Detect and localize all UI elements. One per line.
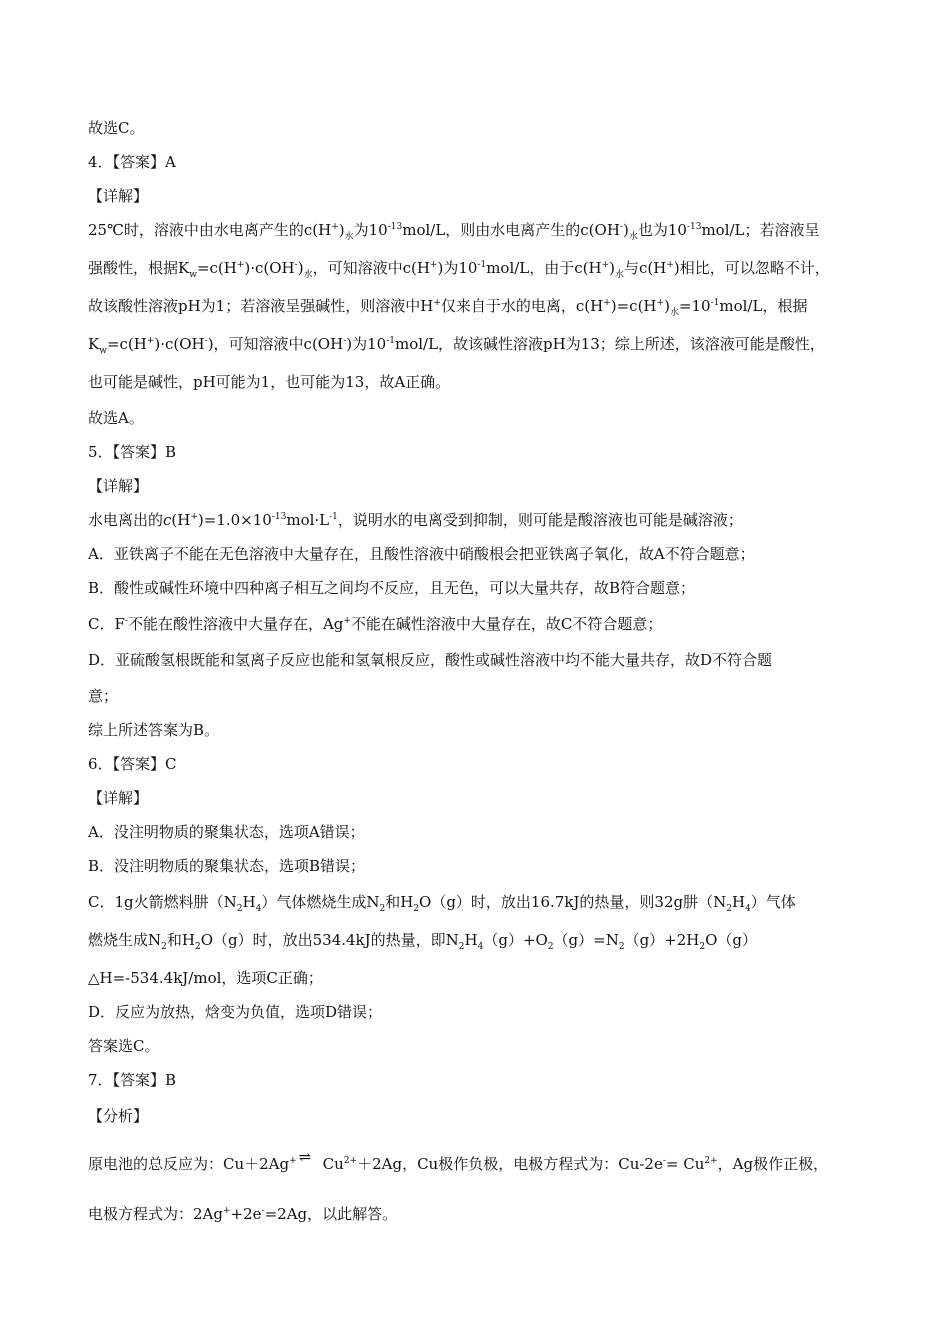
q4-explanation-line-3: 故该酸性溶液pH为1；若溶液呈强碱性，则溶液中H+仅来自于水的电离，$c(H^+)=c(H^+)_水=10^{-1}mol/L$，根据 <box>88 297 808 318</box>
q7-analysis-label: 【分析】 <box>88 1107 149 1125</box>
q4-answer-heading: 4．【答案】A <box>88 153 176 171</box>
q7-analysis-line-1: 原电池的总反应为：Cu＋2Ag+ ⇌ $Cu^{2+}+2Ag$，Cu极作负极，电极方程式为：$Cu-2e^-= Cu^{2+}$，Ag极作正极， <box>88 1148 829 1173</box>
q3-conclusion: 故选C。 <box>88 119 145 137</box>
q5-detail-label: 【详解】 <box>88 477 149 495</box>
q4-detail-label: 【详解】 <box>88 187 149 205</box>
q6-option-c-line-3: △H=-534.4kJ/mol，选项C正确； <box>88 969 323 987</box>
q5-option-c: C．F-不能在酸性溶液中大量存在，Ag+不能在碱性溶液中大量存在，故C不符合题意； <box>88 615 663 633</box>
q5-option-b: B．酸性或碱性环境中四种离子相互之间均不反应，且无色，可以大量共存，故B符合题意； <box>88 579 696 597</box>
q6-option-c-line-1: C．1g火箭燃料肼$(N_2H_4)$气体燃烧生成$N_2$和$H_2O(g)$时，放出16.7kJ的热量，则32g肼$(N_2H_4)$气体 <box>88 893 796 914</box>
q6-detail-label: 【详解】 <box>88 789 149 807</box>
q5-option-d-line-1: D．亚硫酸氢根既能和氢离子反应也能和氢氧根反应，酸性或碱性溶液中均不能大量共存，故D不符合题 <box>88 651 773 669</box>
q5-option-a: A．亚铁离子不能在无色溶液中大量存在，且酸性溶液中硝酸根会把亚铁离子氧化，故A不符合题意； <box>88 545 755 563</box>
q6-answer-heading: 6．【答案】C <box>88 755 177 773</box>
q6-conclusion: 答案选C。 <box>88 1037 160 1055</box>
q4-explanation-line-4: $K_w=c(H^+)\cdot c(OH^-)$，可知溶液中c(OH-)为$10^{-1}mol/L$，故该碱性溶液pH为13；综上所述，该溶液可能是酸性， <box>88 335 825 356</box>
q6-option-d: D．反应为放热，焓变为负值，选项D错误； <box>88 1003 383 1021</box>
q6-option-b: B．没注明物质的聚集状态，选项B错误； <box>88 857 366 875</box>
q4-explanation-line-1: 25℃时，溶液中由水电离产生的$c(H^+)_水$为$10^{-13}mol/L$，则由水电离产生的$c(OH^-)_水$也为$10^{-13}mol/L$；若溶液呈 <box>88 221 820 242</box>
q4-explanation-line-2: 强酸性，根据$K_w=c(H^+)\cdot c(OH^-)_水$，可知溶液中c(H+)为$10^{-1}mol/L$，由于$c(H^+)_水$与c(H+)相比，可以忽略不计， <box>88 259 830 280</box>
q6-option-a: A．没注明物质的聚集状态，选项A错误； <box>88 823 365 841</box>
q5-option-d-line-2: 意； <box>88 687 119 705</box>
q5-explanation-line-1: 水电离出的$c(H^+)=1.0\times 10^{-13}mol\cdot L^{-1}$，说明水的电离受到抑制，则可能是酸溶液也可能是碱溶液； <box>88 511 743 529</box>
q5-answer-heading: 5．【答案】B <box>88 443 177 461</box>
q5-conclusion: 综上所述答案为B。 <box>88 721 220 739</box>
q7-answer-heading: 7．【答案】B <box>88 1071 177 1089</box>
q4-conclusion: 故选A。 <box>88 409 144 427</box>
q7-analysis-line-2: 电极方程式为：2Ag++2e-=2Ag，以此解答。 <box>88 1205 398 1223</box>
q6-option-c-line-2: 燃烧生成$N_2$和$H_2O(g)$时，放出534.4kJ的热量，即$N_2H_4(g)+O_2(g)=N_2(g)+2H_2O(g)$ <box>88 931 758 952</box>
q4-explanation-line-5: 也可能是碱性，pH可能为1，也可能为13，故A正确。 <box>88 373 451 391</box>
